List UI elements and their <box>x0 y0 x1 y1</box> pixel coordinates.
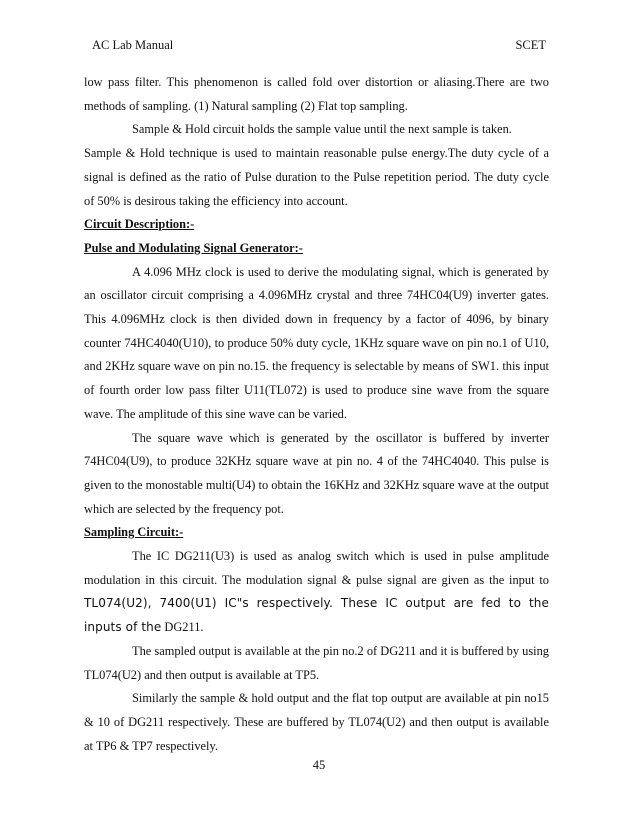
heading-sampling-circuit: Sampling Circuit:- <box>84 525 184 540</box>
paragraph-duty-cycle: Sample & Hold technique is used to maintain reasonable pulse energy.The duty cycle of a signal is defined as the ratio of Pulse duration to the Pulse repetition period. The duty cycle of 50% is desirous taking the efficiency into account. <box>84 146 549 208</box>
paragraph-analog-switch <box>84 545 549 640</box>
paragraph-analog-switch-start: The IC DG211(U3) is used as analog switch which is used in pulse amplitude modulation in this circuit. The modulation signal & pulse signal are given as the input to <box>84 549 549 587</box>
paragraph-analog-switch-ic-inputs: TL074(U2), 7400(U1) IC"s respectively. These IC output are fed to the inputs of the <box>84 596 549 635</box>
paragraph-sample-hold-circuit: Sample & Hold circuit holds the sample value until the next sample is taken. <box>132 122 512 137</box>
page-header <box>92 38 546 54</box>
paragraph-flat-top-output: Similarly the sample & hold output and the flat top output are available at pin no15 & 10 of DG211 respectively. These are buffered by TL074(U2) and then output is available at TP6 & TP7 respectively. <box>84 691 549 753</box>
heading-circuit-description: Circuit Description:- <box>84 217 195 232</box>
paragraph-aliasing: low pass filter. This phenomenon is called fold over distortion or aliasing.There are two methods of sampling. (1) Natural sampling (2) Flat top sampling. <box>84 75 549 113</box>
header-institution: SCET <box>515 38 546 52</box>
heading-pulse-modulating-generator: Pulse and Modulating Signal Generator:- <box>84 240 303 255</box>
page-number: 45 <box>312 758 326 772</box>
paragraph-clock-generation: A 4.096 MHz clock is used to derive the modulating signal, which is generated by an oscillator circuit comprising a 4.096MHz crystal and three 74HC04(U9) inverter gates. This 4.096MHz clock is then divided down in frequency by a factor of 4096, by binary counter 74HC4040(U10), to produce 50% duty cycle, 1KHz square wave on pin no.1 of U10, and 2KHz square wave on pin no.15. the frequency is selectable by means of SW1. this input of fourth order low pass filter U11(TL072) is used to produce sine wave from the square wave. The amplitude of this sine wave can be varied. <box>84 264 549 421</box>
page-body <box>84 71 549 758</box>
paragraph-sampled-output: The sampled output is available at the pin no.2 of DG211 and it is buffered by using TL074(U2) and then output is available at TP5. <box>84 643 549 682</box>
paragraph-analog-switch-end: DG211. <box>161 620 204 635</box>
paragraph-square-wave-buffer: The square wave which is generated by the oscillator is buffered by inverter 74HC04(U9), to produce 32KHz square wave at pin no. 4 of the 74HC4040. This pulse is given to the monostable multi(U4) to obtain the 16KHz and 32KHz square wave at the output which are selected by the frequency pot. <box>84 430 549 516</box>
header-title: AC Lab Manual <box>92 38 174 52</box>
